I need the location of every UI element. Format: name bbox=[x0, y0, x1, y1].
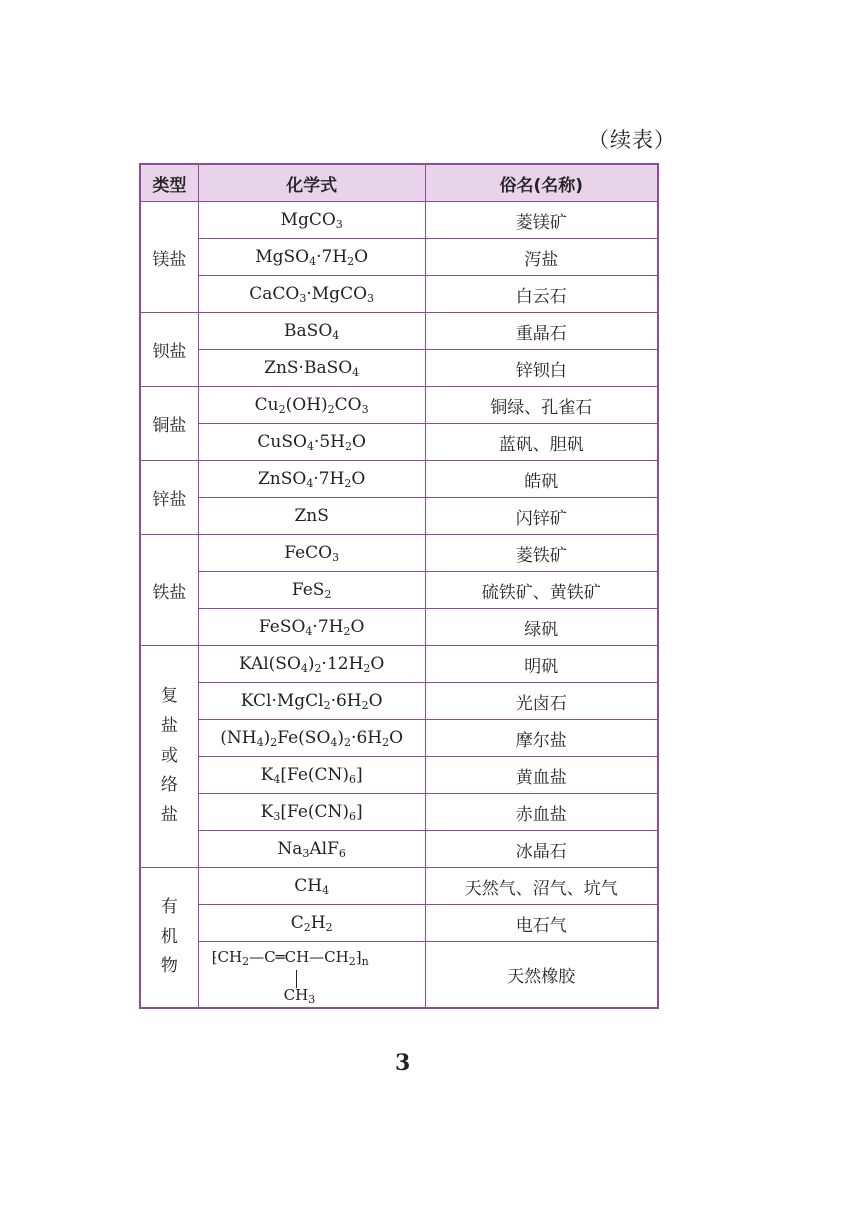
table-row bbox=[140, 757, 658, 794]
common-name-cell: 重晶石 bbox=[425, 313, 658, 350]
common-name-cell: 菱铁矿 bbox=[425, 535, 658, 572]
table-row bbox=[140, 794, 658, 831]
continued-label: （续表） bbox=[588, 128, 676, 152]
type-cell: 有 机 物 bbox=[140, 868, 198, 1009]
common-name-cell: 皓矾 bbox=[425, 461, 658, 498]
formula-cell: FeS$_2$ bbox=[198, 572, 425, 609]
common-name-cell: 白云石 bbox=[425, 276, 658, 313]
common-name-cell: 冰晶石 bbox=[425, 831, 658, 868]
formula-cell: $KCl\cdot MgCl_2\cdot 6H_2O$ bbox=[198, 683, 425, 720]
common-name-cell: 硫铁矿、黄铁矿 bbox=[425, 572, 658, 609]
formula-cell: $Cu_2(OH)_2CO_3$ bbox=[198, 387, 425, 424]
common-name-cell: 电石气 bbox=[425, 905, 658, 942]
formula-cell: $K_3[Fe(CN)_6]$ bbox=[198, 794, 425, 831]
formula-cell: $CH_4$ bbox=[198, 868, 425, 905]
table-row bbox=[140, 276, 658, 313]
table-row bbox=[140, 905, 658, 942]
formula-cell: BaSO$_4$ bbox=[198, 313, 425, 350]
type-cell: 复 盐 或 络 盐 bbox=[140, 646, 198, 868]
common-name-cell: 光卤石 bbox=[425, 683, 658, 720]
type-cell: 锌盐 bbox=[140, 461, 198, 535]
table-row bbox=[140, 609, 658, 646]
formula-cell: MgCO$_3$ bbox=[198, 202, 425, 239]
formula-cell: $FeSO_4\cdot 7H_2O$ bbox=[198, 609, 425, 646]
common-name-cell: 绿矾 bbox=[425, 609, 658, 646]
type-cell: 钡盐 bbox=[140, 313, 198, 387]
polymer-branch: $CH_3$ bbox=[283, 986, 316, 1006]
formula-cell: $MgSO_4\cdot 7H_2O$ bbox=[198, 239, 425, 276]
table-row bbox=[140, 831, 658, 868]
formula-cell: $KAl(SO_4)_2\cdot 12H_2O$ bbox=[198, 646, 425, 683]
common-name-cell: 泻盐 bbox=[425, 239, 658, 276]
formula-cell: $ZnSO_4\cdot 7H_2O$ bbox=[198, 461, 425, 498]
formula-cell: $C_2H_2$ bbox=[198, 905, 425, 942]
common-name-cell: 黄血盐 bbox=[425, 757, 658, 794]
polymer-main-chain: $⁅CH_2—C═CH—CH_2⁆_n$ bbox=[211, 948, 369, 968]
page-number: 3 bbox=[395, 1050, 411, 1076]
header-type: 类型 bbox=[140, 164, 198, 202]
formula-cell: $CuSO_4\cdot 5H_2O$ bbox=[198, 424, 425, 461]
type-cell: 镁盐 bbox=[140, 202, 198, 313]
table-row bbox=[140, 535, 658, 572]
formula-cell: ZnS bbox=[198, 498, 425, 535]
table-row bbox=[140, 498, 658, 535]
formula-cell: $(NH_4)_2Fe(SO_4)_2\cdot 6H_2O$ bbox=[198, 720, 425, 757]
formula-cell: $K_4[Fe(CN)_6]$ bbox=[198, 757, 425, 794]
chemical-names-table bbox=[139, 163, 659, 1009]
table-row bbox=[140, 720, 658, 757]
formula-cell: FeCO$_3$ bbox=[198, 535, 425, 572]
formula-cell bbox=[198, 942, 425, 1009]
formula-cell: ZnS·BaSO$_4$ bbox=[198, 350, 425, 387]
table-row bbox=[140, 572, 658, 609]
common-name-cell: 明矾 bbox=[425, 646, 658, 683]
common-name-cell: 菱镁矿 bbox=[425, 202, 658, 239]
common-name-cell: 天然气、沼气、坑气 bbox=[425, 868, 658, 905]
common-name-cell: 闪锌矿 bbox=[425, 498, 658, 535]
table-row bbox=[140, 313, 658, 350]
common-name-cell: 铜绿、孔雀石 bbox=[425, 387, 658, 424]
table-row bbox=[140, 461, 658, 498]
common-name-cell: 天然橡胶 bbox=[425, 942, 658, 1009]
table-row bbox=[140, 646, 658, 683]
common-name-cell: 赤血盐 bbox=[425, 794, 658, 831]
type-cell: 铜盐 bbox=[140, 387, 198, 461]
formula-cell: CaCO$_3$·MgCO$_3$ bbox=[198, 276, 425, 313]
formula-cell: $Na_3AlF_6$ bbox=[198, 831, 425, 868]
table-row bbox=[140, 350, 658, 387]
table-row bbox=[140, 202, 658, 239]
table-row bbox=[140, 683, 658, 720]
table-row bbox=[140, 424, 658, 461]
table-row bbox=[140, 868, 658, 905]
type-cell: 铁盐 bbox=[140, 535, 198, 646]
polymer-structure bbox=[211, 942, 412, 1006]
table-row bbox=[140, 239, 658, 276]
common-name-cell: 锌钡白 bbox=[425, 350, 658, 387]
common-name-cell: 摩尔盐 bbox=[425, 720, 658, 757]
header-formula: 化学式 bbox=[198, 164, 425, 202]
table-row bbox=[140, 387, 658, 424]
header-common-name: 俗名(名称) bbox=[425, 164, 658, 202]
table-header-row bbox=[140, 164, 658, 202]
common-name-cell: 蓝矾、胆矾 bbox=[425, 424, 658, 461]
table-body bbox=[140, 202, 658, 1009]
table-row bbox=[140, 942, 658, 1009]
